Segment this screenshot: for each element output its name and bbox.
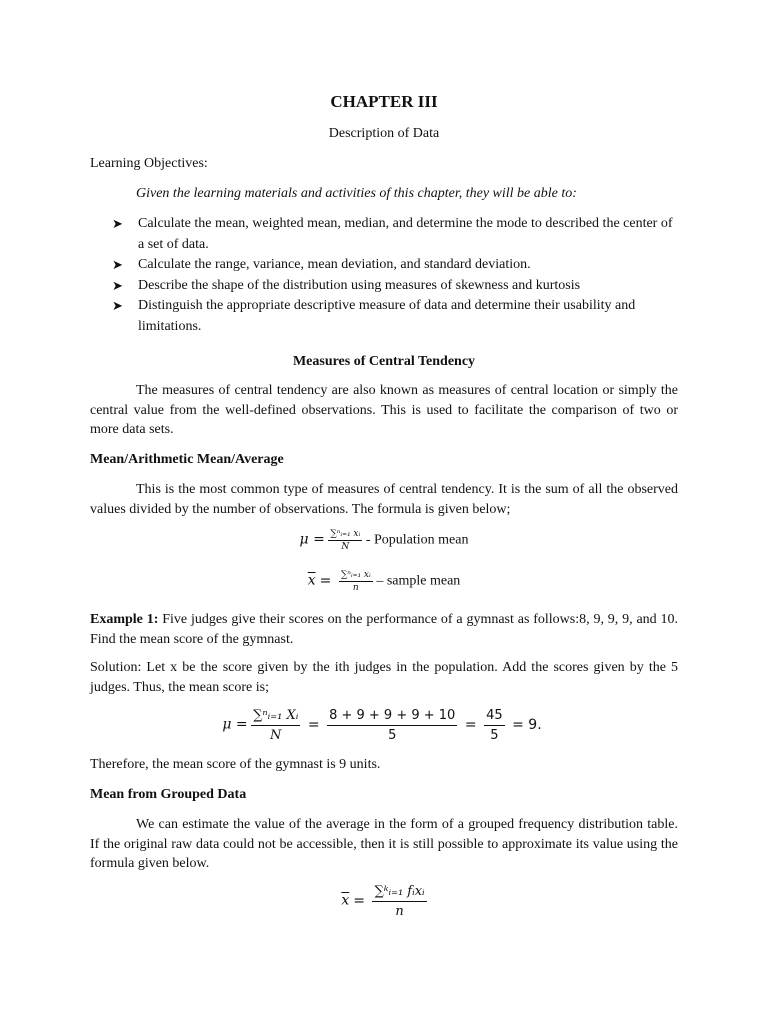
mean-heading: Mean/Arithmetic Mean/Average: [90, 452, 284, 467]
learning-objectives-label: Learning Objectives:: [90, 156, 208, 171]
arrow-bullet-icon: ➤: [112, 257, 123, 272]
example-1-conclusion: Therefore, the mean score of the gymnast is 9 units.: [90, 757, 381, 772]
central-tendency-heading: Measures of Central Tendency: [292, 354, 476, 369]
arrow-bullet-icon: ➤: [112, 298, 123, 313]
example-1-text: Example 1: Five judges give their scores on the performance of a gymnast as follows:8, 9, 9, 9, and 10. Find the mean score of the gymnast.: [90, 612, 678, 647]
arrow-bullet-icon: ➤: [112, 216, 123, 231]
mean-calculation: μ = $\frac{\text{∑ⁿᵢ₌₁ Xᵢ}}{N}$ = $\frac{8 + 9 + 9 + 9 + 10}{5}$ = $\frac{45}{5}$ = 9.: [222, 708, 542, 743]
sample-mean-formula: $\overline{x}$ = $\frac{\text{∑ⁿᵢ₌₁ xᵢ}}{n}$ – sample mean: [307, 570, 461, 593]
objective-item: ➤ Calculate the range, variance, mean deviation, and standard deviation.: [112, 255, 682, 276]
example-1-solution: Solution: Let x be the score given by the ith judges in the population. Add the scores given by the 5 judges. Thus, the mean score is;: [90, 660, 678, 695]
learning-objectives-intro: Given the learning materials and activities of this chapter, they will be able to:: [136, 186, 577, 201]
chapter-subtitle: Description of Data: [328, 126, 440, 141]
mean-paragraph: This is the most common type of measures of central tendency. It is the sum of all the observed values divided by the number of observations. The formula is given below;: [90, 482, 678, 517]
grouped-mean-formula: $\overline{x}$ = $\frac{\text{∑ᵏᵢ₌₁ fᵢxᵢ}}{n}$: [341, 884, 425, 919]
population-mean-formula: μ = $\frac{\text{∑ⁿᵢ₌₁ xᵢ}}{N}$ - Population mean: [299, 529, 469, 552]
grouped-mean-paragraph: We can estimate the value of the average in the form of a grouped frequency distribution table. If the original raw data could not be accessible, then it is still possible to approximate its value using the formula given below.: [90, 817, 678, 871]
objective-item: ➤ Calculate the mean, weighted mean, median, and determine the mode to described the center of a set of data.: [112, 216, 673, 252]
arrow-bullet-icon: ➤: [112, 277, 123, 293]
objectives-list: [112, 214, 682, 337]
objective-item: ➤ Distinguish the appropriate descriptive measure of data and determine their usability and limitations.: [112, 298, 636, 334]
central-tendency-paragraph: The measures of central tendency are also known as measures of central location or simply the central value from the well-defined observations. This is used to facilitate the comparison of two or more data sets.: [90, 383, 678, 437]
objective-item: ➤ Describe the shape of the distribution using measures of skewness and kurtosis: [112, 276, 682, 297]
chapter-title: CHAPTER III: [330, 92, 438, 111]
grouped-mean-heading: Mean from Grouped Data: [90, 787, 247, 802]
